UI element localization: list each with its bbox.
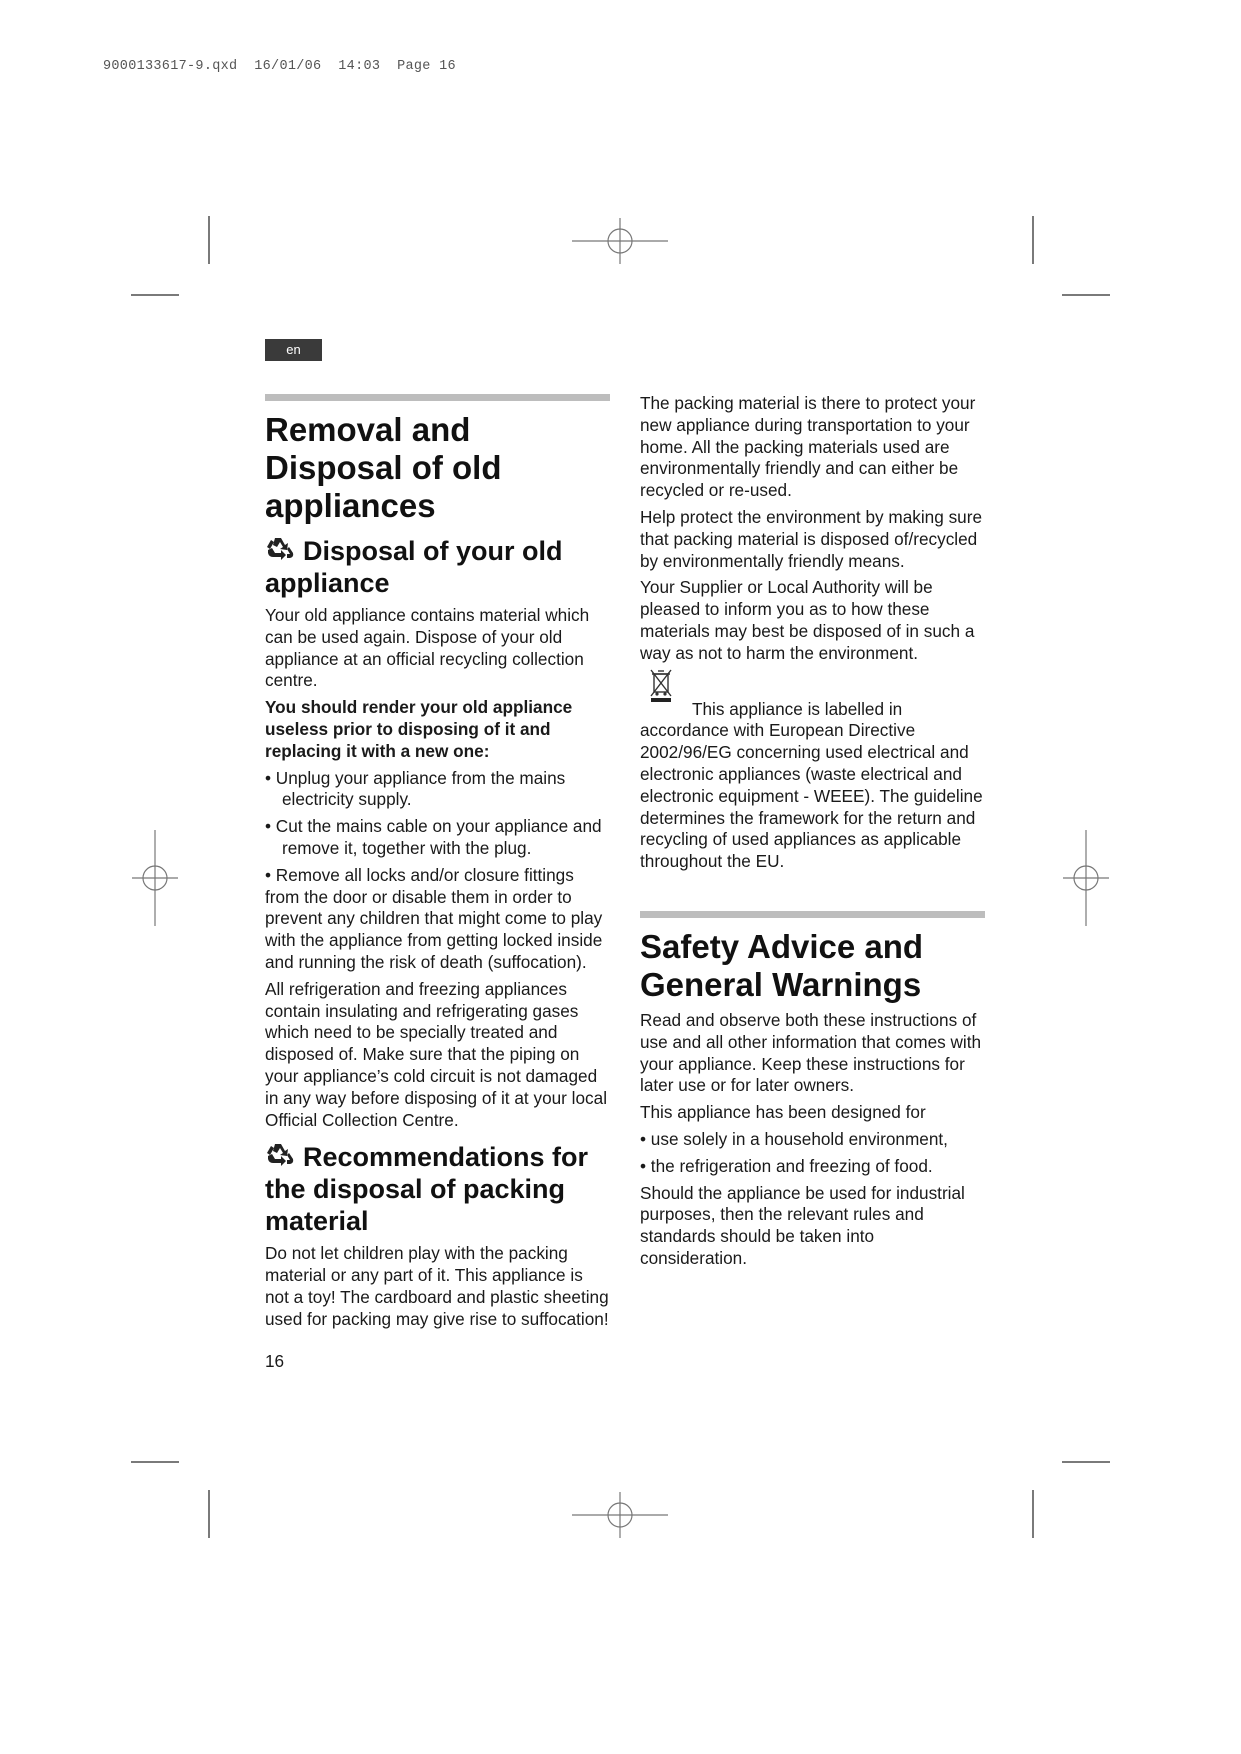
- bullet-item: • Remove all locks and/or closure fittings from the door or disable them in order to prevent any children that might come to play with the appliance from getting locked inside and running the risk of death (suffocation).: [265, 864, 603, 972]
- paragraph: Your Supplier or Local Authority will be pleased to inform you as to how these materials may best be disposed of in such a way as not to harm the environment.: [640, 577, 975, 663]
- paragraph: Should the appliance be used for industrial purposes, then the relevant rules and standards should be taken into consideration.: [640, 1182, 965, 1268]
- section-heading-disposal: [265, 535, 610, 599]
- paragraph: All refrigeration and freezing appliances contain insulating and refrigerating gases which need to be specially treated and disposed of. Make sure that the piping on your appliance’s cold circuit is not damaged in any way before disposing of it at your local Official Collection Centre.: [265, 978, 608, 1130]
- crop-mark: [208, 1490, 210, 1538]
- right-column: [640, 393, 985, 1275]
- paragraph: Help protect the environment by making sure that packing material is disposed of/recycled by environmentally friendly means.: [640, 506, 983, 571]
- print-slug: [103, 59, 456, 74]
- registration-mark-right: [1061, 828, 1111, 928]
- section-heading-text: Recommendations for the disposal of packing material: [265, 1142, 589, 1237]
- slug-date: 16/01/06: [254, 59, 322, 74]
- paragraph: This appliance is labelled in accordance with European Directive 2002/96/EG concerning used electrical and electronic appliances (waste electrical and electronic equipment - WEEE). The guideline determines the framework for the return and recycling of used appliances as applicable throughout the EU.: [640, 698, 983, 872]
- section-heading-packing: [265, 1141, 610, 1237]
- bold-instruction: You should render your old appliance useless prior to disposing of it and replacing it with a new one:: [265, 697, 573, 761]
- crop-mark: [1062, 294, 1110, 296]
- bullet-item: • Unplug your appliance from the mains electricity supply.: [265, 767, 566, 810]
- section-rule: [640, 911, 985, 918]
- crossed-bin-icon: [648, 669, 674, 703]
- crop-mark: [208, 216, 210, 264]
- left-column: [265, 394, 610, 1377]
- weee-notice: [640, 699, 985, 873]
- bullet-item: • Cut the mains cable on your appliance and remove it, together with the plug.: [265, 816, 602, 858]
- recycle-icon: [265, 535, 295, 563]
- crop-mark: [1032, 1490, 1034, 1538]
- slug-file: 9000133617-9.qxd: [103, 59, 238, 74]
- crop-mark: [131, 294, 179, 296]
- bullet-item: • the refrigeration and freezing of food.: [640, 1155, 933, 1176]
- paragraph: Read and observe both these instructions of use and all other information that comes with your appliance. Keep these instructions for later use or for later owners.: [640, 1009, 982, 1096]
- paragraph: The packing material is there to protect your new appliance during transportation to your home. All the packing materials used are environmentally friendly and can either be recycled or re-used.: [640, 393, 976, 501]
- section-title-safety: Safety Advice and General Warnings: [640, 927, 924, 1003]
- language-tab: en: [265, 339, 322, 361]
- recycle-icon: [265, 1141, 295, 1169]
- page-number: 16: [265, 1350, 285, 1371]
- crop-mark: [131, 1461, 179, 1463]
- slug-page: Page 16: [397, 59, 456, 74]
- paragraph: This appliance has been designed for: [640, 1102, 926, 1123]
- crop-mark: [1062, 1461, 1110, 1463]
- paragraph: Your old appliance contains material which can be used again. Dispose of your old appliance at an official recycling collection centre.: [265, 605, 590, 691]
- registration-mark-top: [570, 216, 670, 266]
- slug-time: 14:03: [338, 59, 381, 74]
- crop-mark: [1032, 216, 1034, 264]
- section-heading-text: Disposal of your old appliance: [265, 536, 563, 598]
- registration-mark-bottom: [570, 1490, 670, 1540]
- section-rule: [265, 394, 610, 401]
- bullet-item: • use solely in a household environment,: [640, 1128, 948, 1149]
- page-title: Removal and Disposal of old appliances: [265, 411, 502, 524]
- registration-mark-left: [130, 828, 180, 928]
- paragraph: Do not let children play with the packing material or any part of it. This appliance is not a toy! The cardboard and plastic sheeting used for packing may give rise to suffocation!: [265, 1243, 609, 1329]
